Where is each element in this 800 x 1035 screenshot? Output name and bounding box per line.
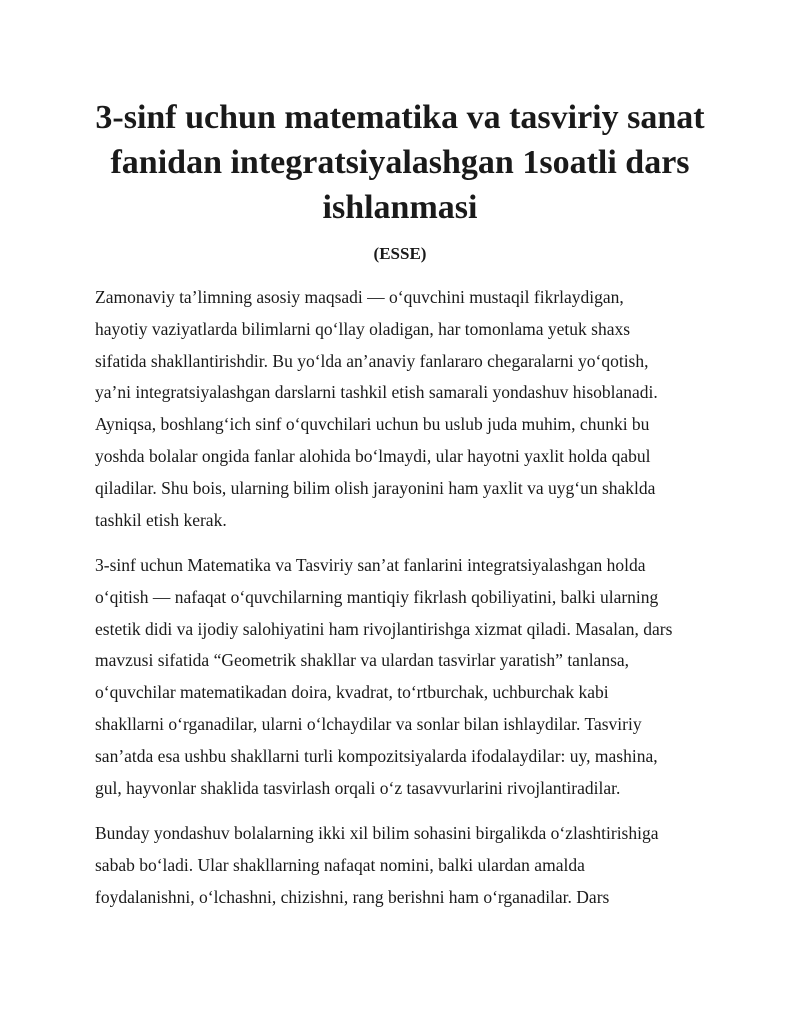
- paragraph-line: foydalanishni, o‘lchashni, chizishni, rang berishni ham o‘rganadilar. Dars: [95, 886, 610, 907]
- paragraph-line: hayotiy vaziyatlarda bilimlarni qo‘llay oladigan, har tomonlama yetuk shaxs: [95, 318, 631, 339]
- paragraph-line: san’atda esa ushbu shakllarni turli kompozitsiyalarda ifodalaydilar: uy, mashina,: [95, 745, 658, 766]
- paragraph-line: shakllarni o‘rganadilar, ularni o‘lchaydilar va sonlar bilan ishlaydilar. Tasviriy: [95, 713, 642, 734]
- paragraph-1: [95, 282, 735, 536]
- paragraph-line: 3-sinf uchun Matematika va Tasviriy san’at fanlarini integratsiyalashgan holda: [95, 555, 646, 575]
- paragraph-line: qiladilar. Shu bois, ularning bilim olish jarayonini ham yaxlit va uyg‘un shaklda: [95, 477, 656, 498]
- paragraph-line: mavzusi sifatida “Geometrik shakllar va ulardan tasvirlar yaratish” tanlansa,: [95, 650, 630, 671]
- paragraph-line: tashkil etish kerak.: [95, 509, 227, 530]
- paragraph-line: sabab bo‘ladi. Ular shakllarning nafaqat nomini, balki ulardan amalda: [95, 854, 585, 875]
- title-line: 3-sinf uchun matematika va tasviriy sanat: [95, 99, 705, 136]
- paragraph-line: ya’ni integratsiyalashgan darslarni tashkil etish samarali yondashuv hisoblanadi.: [95, 382, 658, 403]
- paragraph-line: Bunday yondashuv bolalarning ikki xil bilim sohasini birgalikda o‘zlashtirishiga: [95, 823, 659, 843]
- document-title: [60, 95, 740, 230]
- paragraph-line: o‘quvchilar matematikadan doira, kvadrat, to‘rtburchak, uchburchak kabi: [95, 682, 609, 703]
- title-line: fanidan integratsiyalashgan 1soatli dars: [110, 144, 690, 181]
- title-line: ishlanmasi: [322, 189, 478, 226]
- paragraph-line: gul, hayvonlar shaklida tasvirlash orqali o‘z tasavvurlarini rivojlantiradilar.: [95, 777, 621, 798]
- paragraph-line: sifatida shakllantirishdir. Bu yo‘lda an’anaviy fanlararo chegaralarni yo‘qotish,: [95, 350, 649, 371]
- paragraph-line: o‘qitish — nafaqat o‘quvchilarning mantiqiy fikrlash qobiliyatini, balki ularning: [95, 586, 659, 607]
- document-subtitle: (ESSE): [373, 244, 427, 263]
- paragraph-3: [95, 818, 735, 913]
- paragraph-line: Ayniqsa, boshlang‘ich sinf o‘quvchilari uchun bu uslub juda muhim, chunki bu: [95, 414, 650, 435]
- paragraph-2: [95, 550, 735, 804]
- paragraph-line: estetik didi va ijodiy salohiyatini ham rivojlantirishga xizmat qiladi. Masalan, dars: [95, 618, 673, 639]
- paragraph-line: yoshda bolalar ongida fanlar alohida bo‘lmaydi, ular hayotni yaxlit holda qabul: [95, 445, 651, 466]
- paragraph-line: Zamonaviy ta’limning asosiy maqsadi — o‘quvchini mustaqil fikrlaydigan,: [95, 287, 624, 307]
